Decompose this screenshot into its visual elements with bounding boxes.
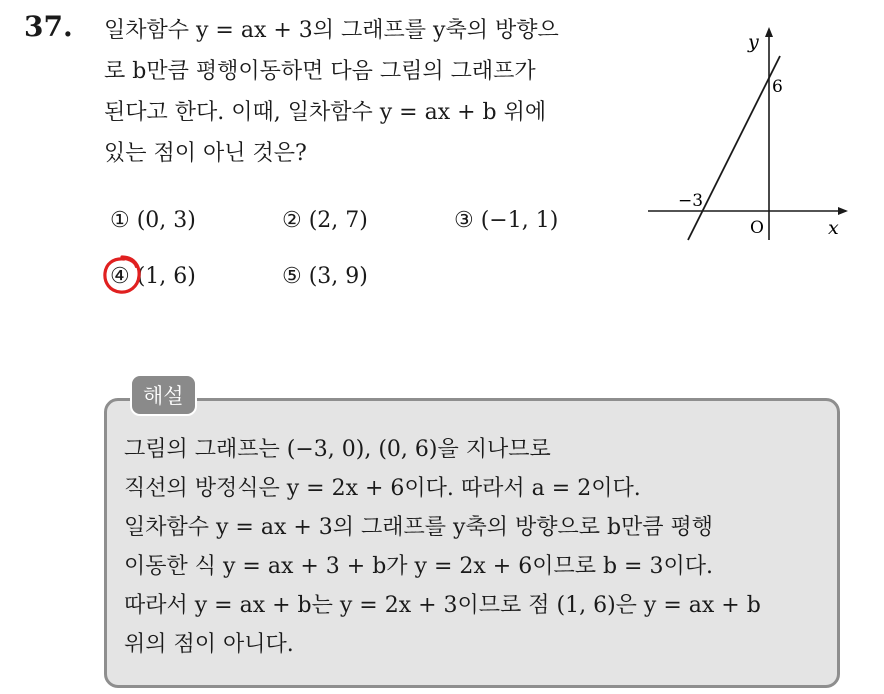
- x-intercept-label: −3: [678, 191, 704, 211]
- question-text: [104, 10, 624, 174]
- question-number: 37.: [24, 10, 73, 43]
- choice-1[interactable]: ① (0, 3): [110, 208, 196, 233]
- x-axis-label: x: [828, 217, 839, 239]
- x-axis-arrow: [838, 207, 848, 215]
- line-graph: [642, 20, 854, 250]
- solution-text: [124, 430, 834, 664]
- solution-label: 해설: [130, 374, 197, 416]
- graph-line: [688, 56, 780, 240]
- question-line: 로 b만큼 평행이동하면 다음 그림의 그래프가: [104, 59, 536, 84]
- y-intercept-label: 6: [772, 77, 783, 97]
- solution-line: 따라서 y = ax + b는 y = 2x + 3이므로 점 (1, 6)은 y = ax + b: [124, 593, 761, 618]
- choice-2[interactable]: ② (2, 7): [282, 208, 368, 233]
- question-line: 된다고 한다. 이때, 일차함수 y = ax + b 위에: [104, 100, 547, 125]
- choice-5[interactable]: ⑤ (3, 9): [282, 264, 368, 289]
- question-line: 일차함수 y = ax + 3의 그래프를 y축의 방향으: [104, 18, 559, 43]
- choice-3[interactable]: ③ (−1, 1): [454, 208, 559, 233]
- y-axis-label: y: [748, 31, 759, 53]
- solution-line: 위의 점이 아니다.: [124, 632, 294, 657]
- solution-line: 직선의 방정식은 y = 2x + 6이다. 따라서 a = 2이다.: [124, 476, 641, 501]
- y-axis-arrow: [765, 27, 773, 37]
- solution-line: 그림의 그래프는 (−3, 0), (0, 6)을 지나므로: [124, 437, 551, 462]
- solution-line: 이동한 식 y = ax + 3 + b가 y = 2x + 6이므로 b = 3이다.: [124, 554, 713, 579]
- origin-label: O: [750, 218, 764, 238]
- solution-line: 일차함수 y = ax + 3의 그래프를 y축의 방향으로 b만큼 평행: [124, 515, 714, 540]
- choice-4[interactable]: ④ (1, 6): [110, 264, 196, 289]
- answer-mark-circle: [101, 254, 143, 296]
- question-line: 있는 점이 아닌 것은?: [104, 141, 307, 166]
